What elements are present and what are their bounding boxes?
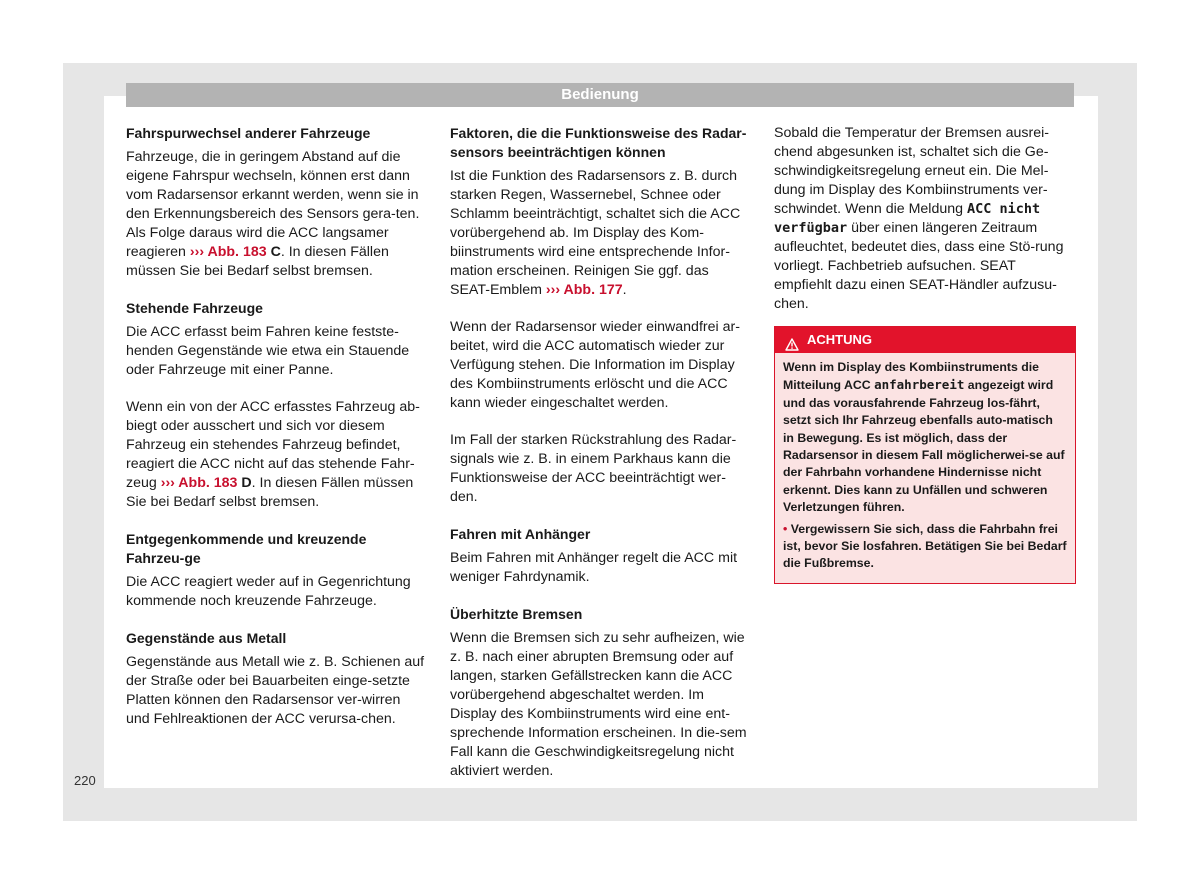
text: Ist die Funktion des Radarsensors z. B. durch starken Regen, Wassernebel, Schnee oder Schlamm beeinträchtigt, schaltet sich die ACC vorübergehend ab. Im Display des Kom-biinstruments wird eine entsprechende Infor-mation erscheinen. Reinigen Sie ggf. das SEAT-Emblem	[450, 168, 741, 298]
text: angezeigt wird und das vorausfahrende Fahrzeug los-fährt, setzt sich Ihr Fahrzeug ebenfalls auto-matisch in Bewegung. Es ist möglich, dass der Radarsensor in diesem Fall möglicherwei-se auf der Fahrbahn vorhandene Hindernisse nicht erkennt. Dies kann zu Unfällen und schweren Verletzungen führen.	[783, 378, 1065, 515]
warning-body	[775, 353, 1075, 583]
paragraph-reflection: Im Fall der starken Rückstrahlung des Radar-signals wie z. B. in einem Parkhaus kann die Funktionsweise der ACC beeinträchtigt wer-den.	[450, 432, 737, 505]
paragraph-stationary-1: Die ACC erfasst beim Fahren keine festste-henden Gegenstände wie etwa ein Stauende oder Fahrzeuge mit einer Panne.	[126, 324, 410, 378]
paragraph-trailer: Beim Fahren mit Anhänger regelt die ACC mit weniger Fahrdynamik.	[450, 550, 738, 585]
text: über einen längeren Zeitraum aufleuchtet, bedeutet dies, dass eine Stö-rung vorliegt. Fachbetrieb aufsuchen. SEAT empfiehlt dazu einen SEAT-Händler aufzusu-chen.	[774, 220, 1064, 312]
text: Wenn im Display des Kombiinstruments die Mitteilung ACC	[783, 360, 1040, 393]
heading-factors: Faktoren, die die Funktionsweise des Radar-sensors beeinträchtigen können	[450, 125, 747, 160]
figure-link[interactable]: ››› Abb. 177	[545, 282, 623, 298]
warning-box	[774, 326, 1076, 584]
text: . In diesen Fällen müssen Sie bei Bedarf selbst bremsen.	[126, 244, 389, 279]
warning-text	[783, 359, 1067, 517]
column-1	[126, 124, 426, 747]
text: .	[622, 282, 627, 298]
heading-lane-change: Fahrspurwechsel anderer Fahrzeuge	[126, 125, 371, 141]
figure-link[interactable]: ››› Abb. 183	[189, 244, 267, 260]
display-message: anfahrbereit	[874, 377, 965, 393]
warning-bullet-item	[783, 521, 1067, 573]
paragraph-brake-temperature	[774, 124, 1074, 314]
paragraph-lane-change	[126, 148, 426, 281]
warning-header	[775, 327, 1075, 353]
warning-triangle-icon	[785, 334, 799, 347]
paragraph-stationary-2	[126, 398, 426, 512]
paragraph-oncoming: Die ACC reagiert weder auf in Gegenrichtung kommende noch kreuzende Fahrzeuge.	[126, 574, 411, 609]
figure-letter: D	[237, 475, 252, 491]
text: Sobald die Temperatur der Bremsen ausrei-chend abgesunken ist, schaltet sich die Ge-schwindigkeitsregelung erneut ein. Die Mel-dung im Display des Kombiinstruments ver-schwindet. Wenn die Meldung	[774, 125, 1049, 217]
heading-trailer: Fahren mit Anhänger	[450, 526, 591, 542]
text: . In diesen Fällen müssen Sie bei Bedarf selbst bremsen.	[126, 475, 414, 510]
heading-stationary-vehicles: Stehende Fahrzeuge	[126, 300, 263, 316]
paragraph-factors	[450, 167, 750, 300]
text: Wenn ein von der ACC erfasstes Fahrzeug ab-biegt oder ausschert und sich vor diesem Fahrzeug ein stehendes Fahrzeug befindet, reagiert die ACC nicht auf das stehende Fahr-zeug	[126, 399, 420, 491]
bullet-icon: •	[783, 521, 788, 536]
column-2	[450, 124, 750, 799]
figure-link[interactable]: ››› Abb. 183	[160, 475, 238, 491]
paragraph-brakes: Wenn die Bremsen sich zu sehr aufheizen, wie z. B. nach einer abrupten Bremsung oder auf langen, starken Gefällstrecken kann die ACC vorübergehend abgeschaltet werden. Im Display des Kombiinstruments wird eine ent-sprechende Information erscheinen. In die-sem Fall kann die Geschwindigkeitsregelung nicht aktiviert werden.	[450, 630, 747, 779]
column-3	[774, 124, 1074, 584]
display-message: ACC nicht verfügbar	[774, 201, 1041, 236]
section-header: Bedienung	[126, 83, 1074, 107]
paragraph-sensor-ok: Wenn der Radarsensor wieder einwandfrei ar-beitet, wird die ACC automatisch wieder zur Verfügung stehen. Die Information im Display des Kombiinstruments erlöscht und die ACC kann wieder eingeschaltet werden.	[450, 319, 740, 411]
text: Fahrzeuge, die in geringem Abstand auf die eigene Fahrspur wechseln, können erst dann vom Radarsensor erkannt werden, wenn sie in den Erkennungsbereich des Sensors gera-ten. Als Folge daraus wird die ACC langsamer reagieren	[126, 149, 420, 260]
paragraph-metal: Gegenstände aus Metall wie z. B. Schienen auf der Straße oder bei Bauarbeiten einge-setzte Platten können den Radarsensor ver-wirren und Fehlreaktionen der ACC verursa-chen.	[126, 654, 425, 727]
heading-oncoming: Entgegenkommende und kreuzende Fahrzeu-ge	[126, 531, 367, 566]
figure-letter: C	[266, 244, 281, 260]
text: Vergewissern Sie sich, dass die Fahrbahn frei ist, bevor Sie losfahren. Betätigen Sie bei Bedarf die Fußbremse.	[783, 521, 1067, 571]
heading-metal: Gegenstände aus Metall	[126, 630, 287, 646]
heading-brakes: Überhitzte Bremsen	[450, 606, 583, 622]
warning-title: ACHTUNG	[807, 332, 872, 347]
page-number: 220	[74, 773, 96, 788]
